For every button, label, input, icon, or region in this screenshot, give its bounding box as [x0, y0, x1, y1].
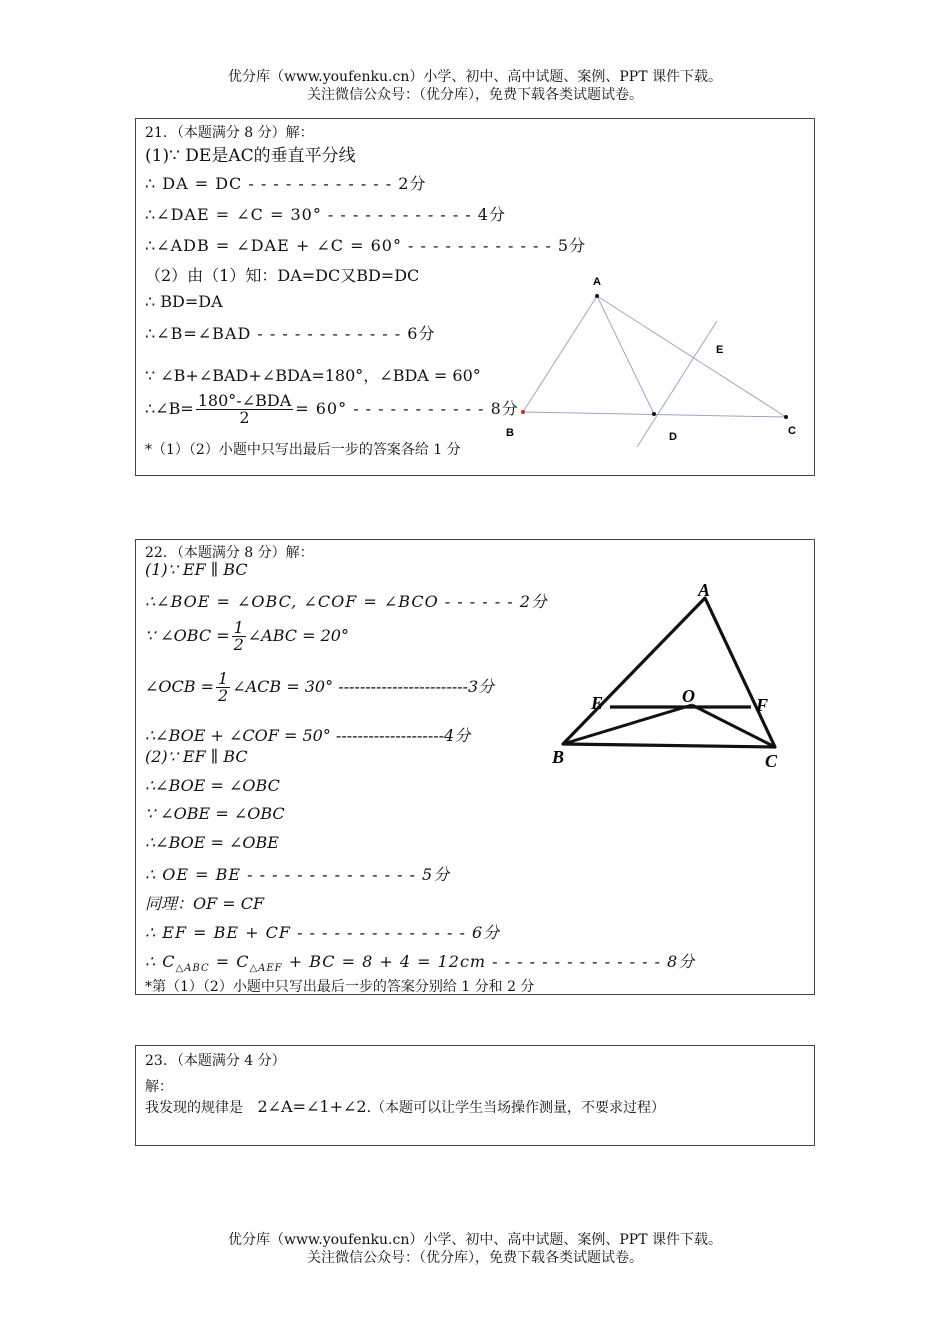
q22-l4-den: 2: [218, 686, 229, 705]
q22-l4-post: ∠ACB = 30° ------------------------3分: [232, 677, 495, 696]
q22-l3-den: 2: [233, 635, 244, 654]
point-a: [595, 294, 599, 298]
q22-l3-post: ∠ABC = 20°: [247, 626, 349, 645]
label-e: E: [591, 693, 604, 713]
q21-line-9: [145, 393, 519, 426]
q23-title: 23．（本题满分 4 分）: [145, 1053, 286, 1069]
q22-line-2: ∴∠BOE = ∠OBC, ∠COF = ∠BCO - - - - - - 2分: [145, 592, 548, 611]
q21-line-5: （2）由（1）知：DA=DC又BD=DC: [145, 266, 420, 285]
q21-frac-suffix: = 60° - - - - - - - - - - - 8分: [295, 399, 519, 418]
q21-line-8: ∵ ∠B+∠BAD+∠BDA=180°，∠BDA = 60°: [145, 366, 481, 385]
q21-frac-den: 2: [239, 408, 250, 427]
q22-line-10: ∴ OE = BE - - - - - - - - - - - - - - 5分: [145, 865, 451, 884]
q21-frac-num: 180°-∠BDA: [197, 391, 292, 410]
q23-line-2: [145, 1097, 665, 1117]
label-e: E: [716, 344, 724, 356]
q21-frac-prefix: ∴∠B=: [145, 399, 194, 418]
q22-l3-pre: ∵ ∠OBC =: [145, 626, 230, 645]
q22-line-13: [145, 949, 695, 974]
q21-fraction: [196, 393, 294, 426]
label-b: B: [506, 427, 514, 439]
q23-l2-post: .（本题可以让学生当场操作测量，不要求过程）: [366, 1100, 666, 1116]
footer-line-1: 优分库（www.youfenku.cn）小学、初中、高中试题、案例、PPT 课件下载。: [227, 1232, 722, 1248]
label-f: F: [756, 695, 769, 715]
point-b: [521, 410, 525, 414]
q23-formula: 2∠A=∠1+∠2: [257, 1097, 367, 1116]
perpendicular-bisector: [637, 321, 717, 447]
q22-l4-fraction: [216, 671, 230, 704]
q22-note: *第（1）（2）小题中只写出最后一步的答案分别给 1 分和 2 分: [145, 979, 535, 995]
header-line-2: 关注微信公众号：（优分库），免费下载各类试题试卷。: [307, 87, 643, 103]
q22-l3-fraction: [232, 620, 246, 653]
question-23-box: [135, 1045, 815, 1146]
q22-line-11: 同理：OF = CF: [145, 894, 265, 913]
q23-l2-pre: 我发现的规律是: [145, 1100, 243, 1116]
triangle-abc: [563, 598, 775, 747]
q21-note: *（1）（2）小题中只写出最后一步的答案各给 1 分: [145, 442, 461, 458]
q22-triangle-figure: [548, 580, 788, 771]
q22-line-7: ∴∠BOE = ∠OBC: [145, 776, 280, 795]
label-c: C: [765, 751, 778, 771]
q22-line-9: ∴∠BOE = ∠OBE: [145, 833, 279, 852]
q22-line-12: ∴ EF = BE + CF - - - - - - - - - - - - - - 6分: [145, 923, 501, 942]
q22-line-1: (1)∵ EF ∥ BC: [145, 560, 248, 579]
segment-ac: [597, 296, 786, 417]
q21-line-2: ∴ DA = DC - - - - - - - - - - - - 2分: [145, 174, 427, 193]
q21-line-6: ∴ BD=DA: [145, 292, 223, 311]
label-b: B: [552, 747, 565, 767]
question-22-box: [135, 539, 815, 995]
q21-line-3: ∴∠DAE = ∠C = 30° - - - - - - - - - - - - 4分: [145, 205, 506, 224]
point-c: [784, 415, 788, 419]
q22-l3-num: 1: [233, 618, 244, 637]
label-o: O: [682, 686, 695, 706]
q22-l13-sub1: △ABC: [175, 963, 210, 975]
label-a: A: [593, 276, 601, 288]
label-c: C: [788, 425, 796, 437]
q22-line-8: ∵ ∠OBE = ∠OBC: [145, 804, 285, 823]
q22-line-6: (2)∵ EF ∥ BC: [145, 747, 248, 766]
q23-line-1: 解：: [145, 1079, 173, 1095]
q21-line-7: ∴∠B=∠BAD - - - - - - - - - - - - 6分: [145, 324, 436, 343]
q22-line-3: [145, 620, 349, 653]
question-21-box: [135, 118, 815, 476]
q21-title: 21．（本题满分 8 分）解：: [145, 125, 314, 141]
q22-l13-mid: = C: [209, 952, 250, 971]
q22-l4-num: 1: [218, 669, 229, 688]
segment-ab: [523, 296, 597, 412]
q22-l13-post: + BC = 8 + 4 = 12cm - - - - - - - - - - - - - - 8分: [282, 952, 696, 971]
q22-l13-pre: ∴ C: [145, 952, 176, 971]
header-line-1: 优分库（www.youfenku.cn）小学、初中、高中试题、案例、PPT 课件下载。: [227, 69, 722, 85]
q22-line-5: ∴∠BOE + ∠COF = 50° --------------------4分: [145, 726, 471, 745]
q21-triangle-figure: [501, 271, 801, 451]
label-d: D: [669, 431, 677, 443]
label-a: A: [698, 580, 711, 600]
point-d: [652, 412, 656, 416]
q21-line-4: ∴∠ADB = ∠DAE + ∠C = 60° - - - - - - - - - - - - 5分: [145, 236, 587, 255]
q21-line-1: (1)∵ DE是AC的垂直平分线: [145, 146, 356, 166]
q22-line-4: [145, 671, 494, 704]
footer-line-2: 关注微信公众号：（优分库），免费下载各类试题试卷。: [307, 1250, 643, 1266]
q22-l4-pre: ∠OCB =: [145, 677, 215, 696]
q22-l13-sub2: △AEF: [249, 963, 283, 975]
q22-title: 22．（本题满分 8 分）解：: [145, 545, 314, 561]
